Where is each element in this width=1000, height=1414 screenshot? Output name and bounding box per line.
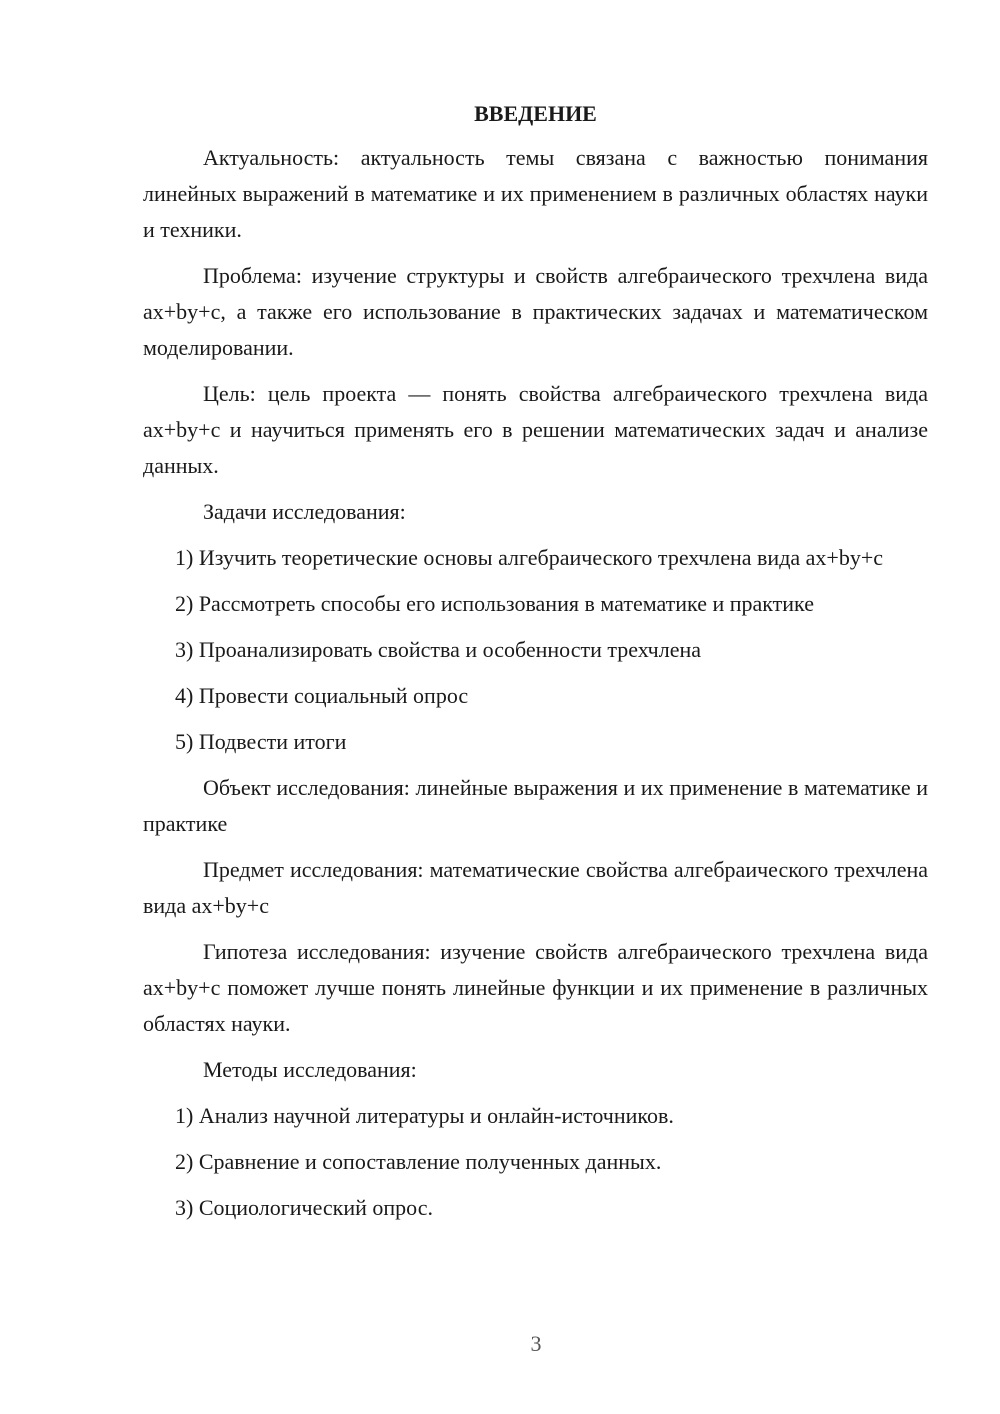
task-item-1: 1) Изучить теоретические основы алгебраического трехчлена вида ax+by+c <box>175 545 884 570</box>
tasks-heading: Задачи исследования: <box>203 499 406 524</box>
page-title: ВВЕДЕНИЕ <box>474 101 597 126</box>
paragraph-problem: Проблема: изучение структуры и свойств алгебраического трехчлена вида ax+by+c, а также его использование в практических задачах и математическом моделировании. <box>143 263 928 360</box>
method-item-2: 2) Сравнение и сопоставление полученных данных. <box>175 1149 662 1174</box>
paragraph-hypothesis: Гипотеза исследования: изучение свойств алгебраического трехчлена вида ax+by+c поможет лучше понять линейные функции и их применение в различных областях науки. <box>143 939 928 1036</box>
page-number: 3 <box>530 1331 542 1356</box>
task-item-4: 4) Провести социальный опрос <box>175 683 469 708</box>
method-item-1: 1) Анализ научной литературы и онлайн-источников. <box>175 1103 674 1128</box>
paragraph-object: Объект исследования: линейные выражения и их применение в математике и практике <box>143 775 928 836</box>
paragraph-subject: Предмет исследования: математические свойства алгебраического трехчлена вида ax+by+c <box>143 857 928 918</box>
task-item-5: 5) Подвести итоги <box>175 729 347 754</box>
paragraph-goal: Цель: цель проекта — понять свойства алгебраического трехчлена вида ax+by+c и научиться применять его в решении математических задач и анализе данных. <box>143 381 928 478</box>
method-item-3: 3) Социологический опрос. <box>175 1195 433 1220</box>
page-content <box>143 96 928 1236</box>
methods-heading: Методы исследования: <box>203 1057 417 1082</box>
paragraph-relevance: Актуальность: актуальность темы связана с важностью понимания линейных выражений в математике и их применением в различных областях науки и техники. <box>143 145 928 242</box>
task-item-3: 3) Проанализировать свойства и особенности трехчлена <box>175 637 701 662</box>
task-item-2: 2) Рассмотреть способы его использования в математике и практике <box>175 591 814 616</box>
